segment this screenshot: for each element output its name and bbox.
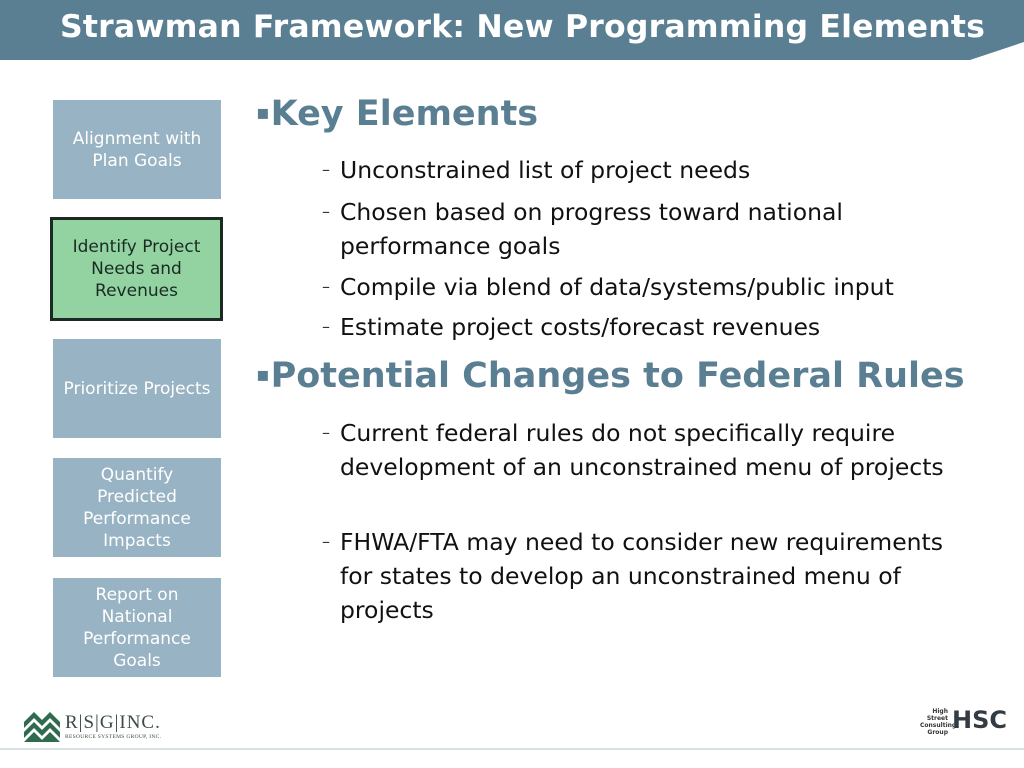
step-prioritize-projects[interactable] xyxy=(53,339,221,438)
section-heading-federal-rules: ▪Potential Changes to Federal Rules xyxy=(256,356,965,396)
list-item: – FHWA/FTA may need to consider new requirements for states to develop an unconstrained menu of projects xyxy=(340,525,960,627)
dash-bullet-icon: – xyxy=(322,277,330,296)
square-bullet-icon: ▪ xyxy=(256,362,270,386)
step-alignment-with-plan-goals[interactable] xyxy=(53,100,221,199)
slide-title: Strawman Framework: New Programming Elements xyxy=(60,9,986,45)
step-label: Alignment with Plan Goals xyxy=(72,128,202,171)
dash-bullet-icon: – xyxy=(322,532,330,551)
list-item: – Estimate project costs/forecast revenues xyxy=(340,310,960,344)
rsg-logo xyxy=(24,708,162,746)
footer-divider xyxy=(0,748,1024,750)
list-item: – Current federal rules do not specifically require development of an unconstrained menu of projects xyxy=(340,416,960,484)
list-item: – Unconstrained list of project needs xyxy=(340,153,960,187)
step-report-on-national-goals[interactable] xyxy=(53,578,221,677)
mountain-logo-icon xyxy=(24,708,60,742)
dash-bullet-icon: – xyxy=(322,202,330,221)
dash-bullet-icon: – xyxy=(322,423,330,442)
rsg-wordmark: R|S|G|INC. xyxy=(65,712,161,733)
dash-bullet-icon: – xyxy=(322,160,330,179)
hsc-wordmark: HSC xyxy=(952,706,1007,734)
step-quantify-performance-impacts[interactable] xyxy=(53,458,221,557)
list-item: – Chosen based on progress toward national performance goals xyxy=(340,195,960,263)
step-label: Quantify Predicted Performance Impacts xyxy=(83,464,191,551)
title-bar xyxy=(0,0,1024,60)
section-heading-key-elements: ▪Key Elements xyxy=(256,94,539,134)
step-label: Prioritize Projects xyxy=(63,378,211,399)
hsc-small-text: High Street Consulting Group xyxy=(920,708,957,736)
rsg-subtitle: RESOURCE SYSTEMS GROUP, INC. xyxy=(65,734,162,740)
step-label: Report on National Performance Goals xyxy=(83,584,191,671)
step-label: Identify Project Needs and Revenues xyxy=(72,237,201,301)
step-identify-project-needs-active[interactable] xyxy=(50,217,223,321)
list-item: – Compile via blend of data/systems/public input xyxy=(340,270,960,304)
square-bullet-icon: ▪ xyxy=(256,100,270,124)
dash-bullet-icon: – xyxy=(322,317,330,336)
